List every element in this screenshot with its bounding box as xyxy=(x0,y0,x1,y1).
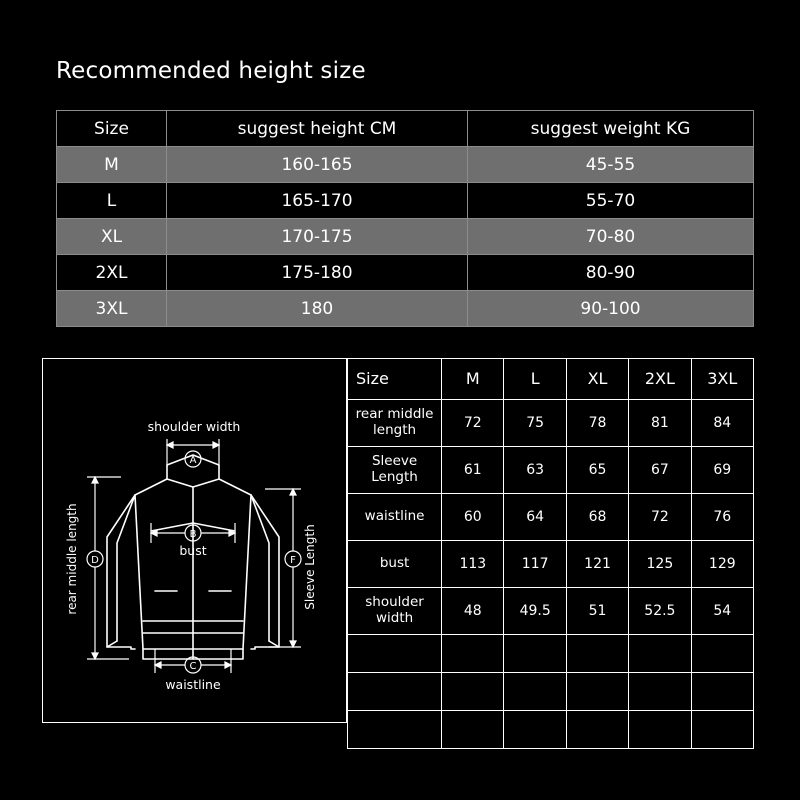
spec-cell: 52.5 xyxy=(629,588,691,635)
cell-height: 175-180 xyxy=(167,255,468,291)
spec-empty-cell xyxy=(348,673,442,711)
cell-weight: 80-90 xyxy=(468,255,754,291)
spec-empty-cell xyxy=(566,711,628,749)
cell-weight: 70-80 xyxy=(468,219,754,255)
table-row xyxy=(57,255,754,291)
spec-cell: 48 xyxy=(442,588,504,635)
spec-empty-cell xyxy=(566,673,628,711)
header-weight: suggest weight KG xyxy=(468,111,754,147)
spec-empty-cell xyxy=(691,673,753,711)
spec-cell: 76 xyxy=(691,494,753,541)
cell-height: 165-170 xyxy=(167,183,468,219)
spec-empty-cell xyxy=(348,635,442,673)
table-row xyxy=(57,291,754,327)
spec-empty-cell xyxy=(348,711,442,749)
table-header-row xyxy=(57,111,754,147)
spec-row-label: bust xyxy=(348,541,442,588)
spec-cell: 65 xyxy=(566,447,628,494)
cell-height: 180 xyxy=(167,291,468,327)
cell-size: L xyxy=(57,183,167,219)
cell-weight: 45-55 xyxy=(468,147,754,183)
label-waistline: waistline xyxy=(165,677,221,692)
spec-row-bust xyxy=(348,541,754,588)
spec-corner-label: Size xyxy=(348,359,442,400)
spec-empty-cell xyxy=(691,711,753,749)
spec-cell: 81 xyxy=(629,400,691,447)
spec-header-row xyxy=(348,359,754,400)
spec-empty-cell xyxy=(442,711,504,749)
measurement-table xyxy=(347,358,754,749)
spec-cell: 64 xyxy=(504,494,566,541)
spec-cell: 75 xyxy=(504,400,566,447)
marker-d-label: D xyxy=(91,555,99,566)
marker-c-label: C xyxy=(189,661,197,672)
marker-b-label: B xyxy=(189,529,197,540)
spec-cell: 84 xyxy=(691,400,753,447)
header-size: Size xyxy=(57,111,167,147)
label-sleeve-length: Sleeve Length xyxy=(303,524,317,610)
spec-cell: 72 xyxy=(629,494,691,541)
page-title: Recommended height size xyxy=(56,58,366,84)
jacket-illustration xyxy=(43,359,346,722)
spec-empty-cell xyxy=(442,673,504,711)
recommended-size-table xyxy=(56,110,754,327)
label-shoulder-width: shoulder width xyxy=(147,419,241,434)
spec-cell: 54 xyxy=(691,588,753,635)
spec-cell: 125 xyxy=(629,541,691,588)
spec-empty-cell xyxy=(504,635,566,673)
table-row xyxy=(57,147,754,183)
cell-weight: 55-70 xyxy=(468,183,754,219)
spec-row-rear-middle-length xyxy=(348,400,754,447)
spec-row-label: waistline xyxy=(348,494,442,541)
spec-cell: 117 xyxy=(504,541,566,588)
spec-empty-cell xyxy=(504,711,566,749)
garment-diagram xyxy=(42,358,347,723)
spec-cell: 72 xyxy=(442,400,504,447)
spec-empty-row xyxy=(348,673,754,711)
spec-cell: 68 xyxy=(566,494,628,541)
label-rear-middle-length: rear middle length xyxy=(65,503,79,615)
spec-row-label: rear middle length xyxy=(348,400,442,447)
label-bust: bust xyxy=(179,543,207,558)
spec-cell: 67 xyxy=(629,447,691,494)
spec-empty-cell xyxy=(629,673,691,711)
cell-weight: 90-100 xyxy=(468,291,754,327)
spec-cell: 51 xyxy=(566,588,628,635)
cell-size: 2XL xyxy=(57,255,167,291)
cell-size: 3XL xyxy=(57,291,167,327)
spec-row-shoulder-width xyxy=(348,588,754,635)
spec-cell: 49.5 xyxy=(504,588,566,635)
spec-row-waistline xyxy=(348,494,754,541)
spec-size-m: M xyxy=(442,359,504,400)
cell-height: 160-165 xyxy=(167,147,468,183)
measurement-panel xyxy=(42,350,754,730)
spec-cell: 63 xyxy=(504,447,566,494)
spec-cell: 60 xyxy=(442,494,504,541)
spec-cell: 129 xyxy=(691,541,753,588)
spec-size-l: L xyxy=(504,359,566,400)
spec-cell: 61 xyxy=(442,447,504,494)
spec-empty-row xyxy=(348,635,754,673)
spec-empty-cell xyxy=(691,635,753,673)
spec-cell: 121 xyxy=(566,541,628,588)
spec-empty-cell xyxy=(566,635,628,673)
spec-empty-cell xyxy=(629,711,691,749)
spec-cell: 78 xyxy=(566,400,628,447)
spec-row-sleeve-length xyxy=(348,447,754,494)
spec-cell: 113 xyxy=(442,541,504,588)
spec-empty-cell xyxy=(629,635,691,673)
marker-a-label: A xyxy=(189,455,197,466)
spec-cell: 69 xyxy=(691,447,753,494)
cell-size: M xyxy=(57,147,167,183)
cell-height: 170-175 xyxy=(167,219,468,255)
spec-row-label: Sleeve Length xyxy=(348,447,442,494)
spec-size-3xl: 3XL xyxy=(691,359,753,400)
table-row xyxy=(57,183,754,219)
spec-size-2xl: 2XL xyxy=(629,359,691,400)
spec-empty-row xyxy=(348,711,754,749)
table-row xyxy=(57,219,754,255)
spec-size-xl: XL xyxy=(566,359,628,400)
spec-empty-cell xyxy=(442,635,504,673)
marker-f-label: F xyxy=(290,555,296,566)
spec-empty-cell xyxy=(504,673,566,711)
spec-row-label: shoulder width xyxy=(348,588,442,635)
header-height: suggest height CM xyxy=(167,111,468,147)
cell-size: XL xyxy=(57,219,167,255)
